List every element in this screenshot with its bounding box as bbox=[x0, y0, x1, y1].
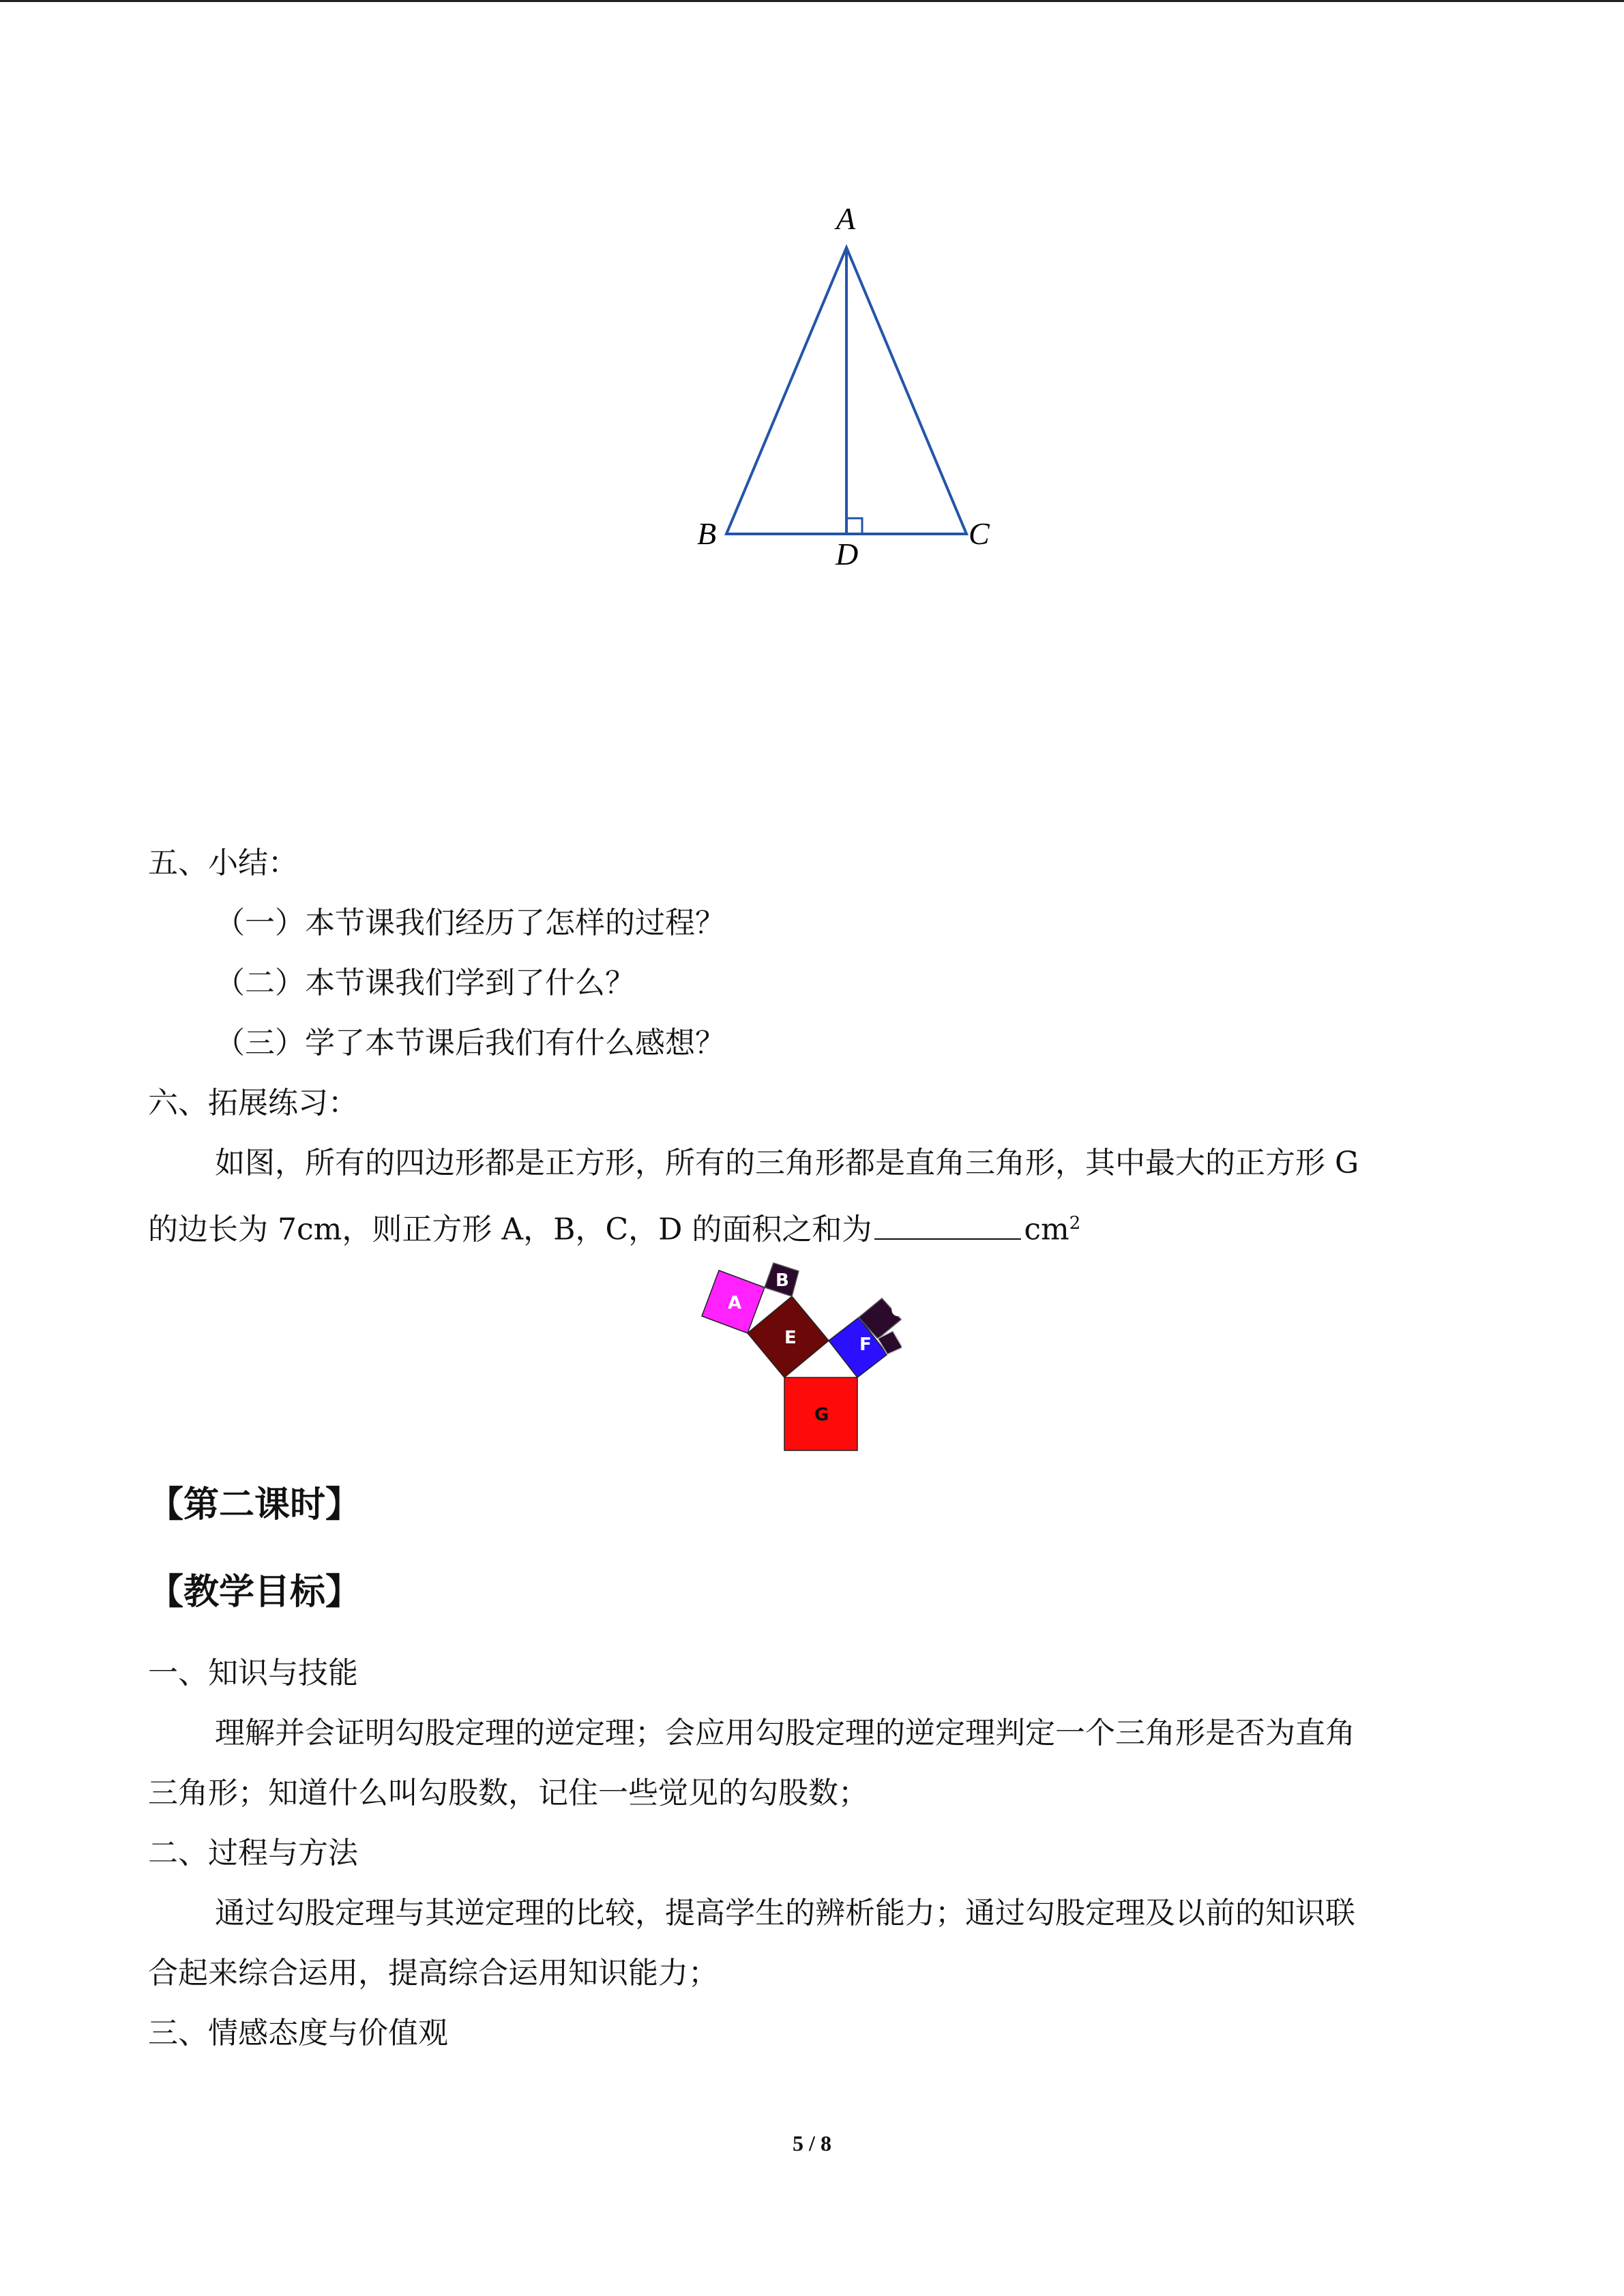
triangle-figure bbox=[682, 198, 1023, 586]
label-b: B bbox=[697, 516, 717, 551]
summary-item-1: （一）本节课我们经历了怎样的过程？ bbox=[215, 906, 725, 940]
label-square-f: F bbox=[859, 1335, 872, 1355]
teaching-goals-title: 【教学目标】 bbox=[148, 1571, 361, 1613]
summary-item-2: （二）本节课我们学到了什么？ bbox=[215, 966, 635, 1000]
summary-heading: 五、小结： bbox=[148, 846, 298, 880]
section-1-line-1: 理解并会证明勾股定理的逆定理；会应用勾股定理的逆定理判定一个三角形是否为直角 bbox=[215, 1716, 1355, 1750]
squares-figure bbox=[689, 1248, 941, 1459]
section-2-heading: 二、过程与方法 bbox=[148, 1836, 358, 1870]
label-square-g: G bbox=[814, 1405, 829, 1425]
section-1-heading: 一、知识与技能 bbox=[148, 1656, 358, 1690]
label-square-e: E bbox=[784, 1328, 797, 1348]
label-square-a: A bbox=[728, 1293, 742, 1313]
label-square-d: D bbox=[900, 1337, 913, 1354]
label-square-b: B bbox=[776, 1270, 789, 1291]
exercise-line-1: 如图，所有的四边形都是正方形，所有的三角形都是直角三角形，其中最大的正方形 G bbox=[215, 1146, 1359, 1180]
label-c: C bbox=[969, 516, 990, 551]
section-2-line-2: 合起来综合运用，提高综合运用知识能力； bbox=[148, 1956, 718, 1991]
page-number: 5 / 8 bbox=[793, 2131, 831, 2156]
lesson2-title: 【第二课时】 bbox=[148, 1484, 361, 1525]
right-angle-mark bbox=[846, 518, 862, 534]
answer-blank bbox=[874, 1208, 1021, 1240]
exercise-line-2-text: 的边长为 7cm，则正方形 A，B，C，D 的面积之和为 bbox=[148, 1212, 872, 1247]
section-2-line-1: 通过勾股定理与其逆定理的比较，提高学生的辨析能力；通过勾股定理及以前的知识联 bbox=[215, 1896, 1355, 1930]
label-a: A bbox=[836, 201, 856, 236]
exercise-heading: 六、拓展练习： bbox=[148, 1086, 358, 1120]
label-square-c: C bbox=[891, 1300, 904, 1321]
label-d: D bbox=[836, 537, 859, 571]
unit-cm: cm bbox=[1024, 1212, 1069, 1247]
section-3-heading: 三、情感态度与价值观 bbox=[148, 2016, 448, 2051]
summary-item-3: （三）学了本节课后我们有什么感想？ bbox=[215, 1026, 725, 1060]
top-border-line bbox=[0, 0, 1624, 2]
section-1-line-2: 三角形；知道什么叫勾股数，记住一些觉见的勾股数； bbox=[148, 1776, 868, 1810]
exercise-line-2 bbox=[148, 1203, 1080, 1251]
unit-exponent: 2 bbox=[1069, 1213, 1081, 1234]
